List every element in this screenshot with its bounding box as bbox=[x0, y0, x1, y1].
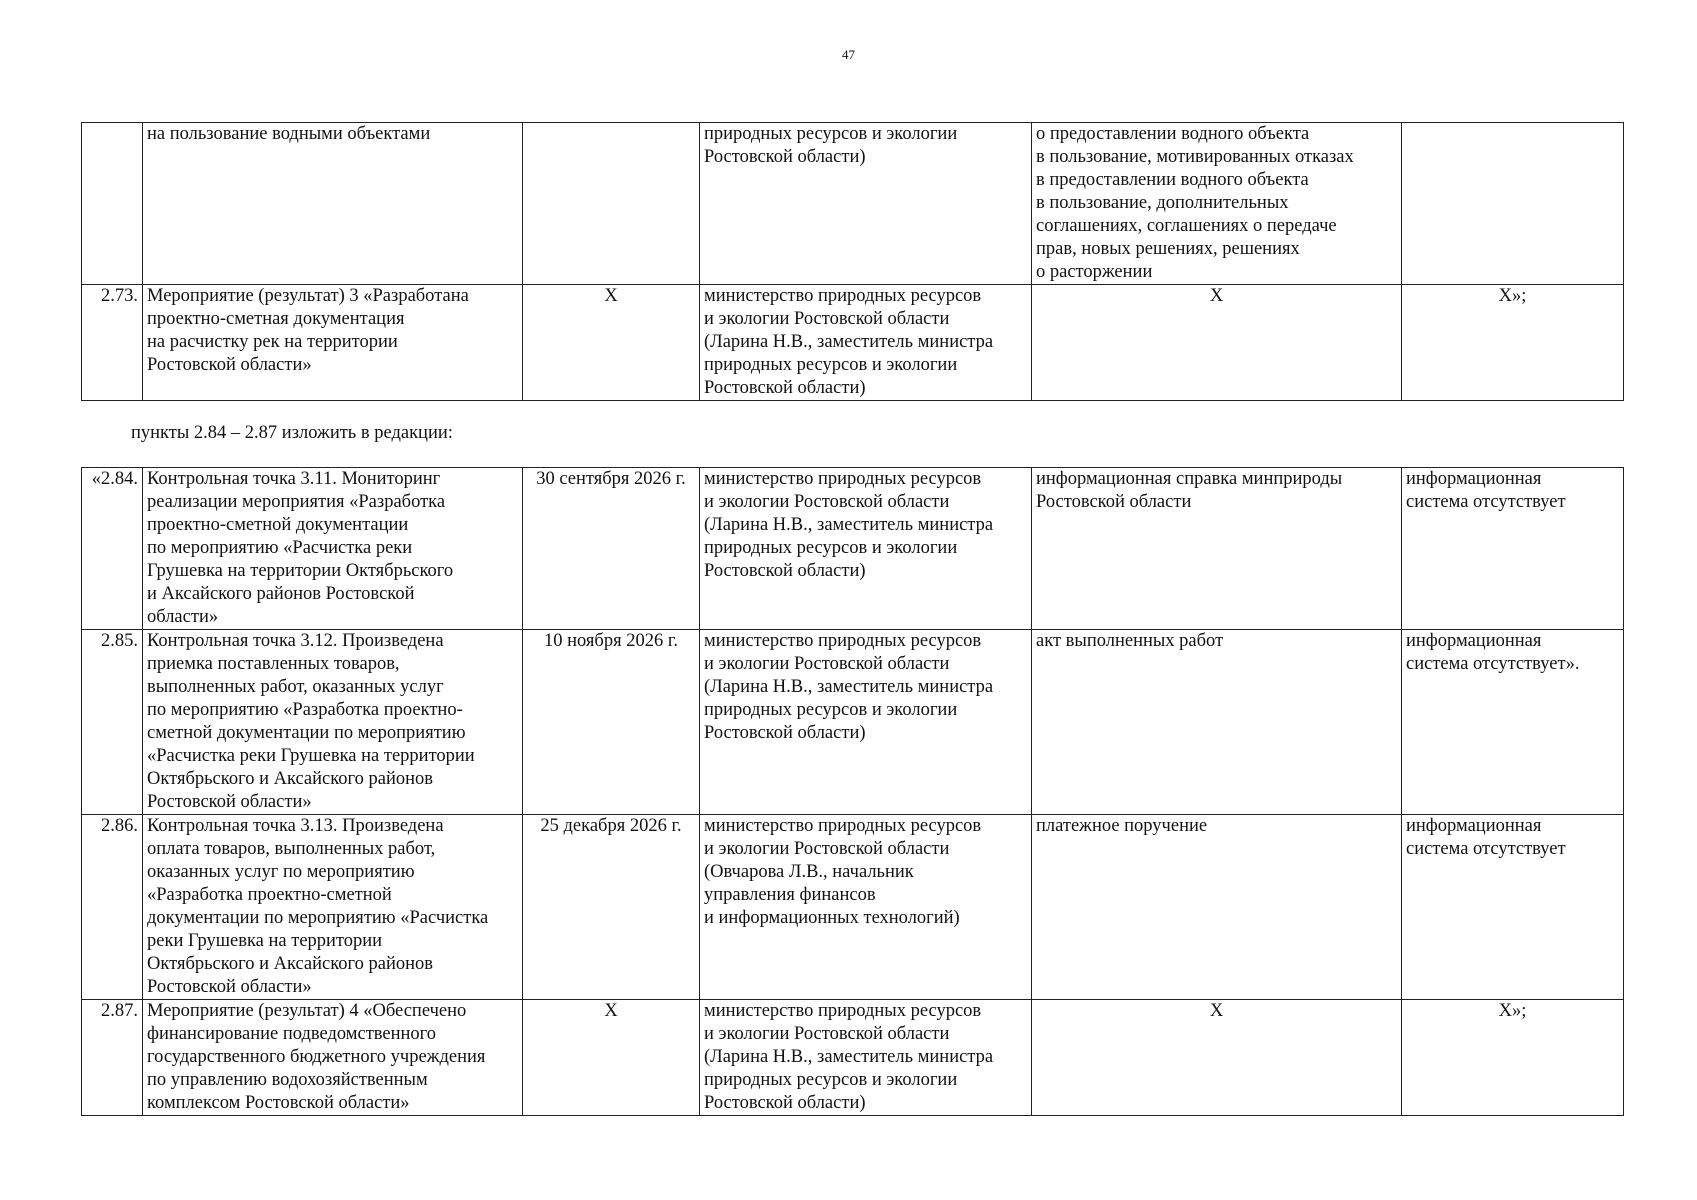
table-row bbox=[82, 285, 1624, 401]
row-number: 2.87. bbox=[82, 1000, 143, 1116]
deadline: 25 декабря 2026 г. bbox=[523, 815, 700, 1000]
information-system: X»; bbox=[1402, 1000, 1624, 1116]
page-number: 47 bbox=[842, 47, 855, 62]
responsible: министерство природных ресурсов и экологии Ростовской области (Ларина Н.В., заместитель министра природных ресурсов и экологии Ростовской области) bbox=[700, 468, 1032, 630]
confirming-document: акт выполненных работ bbox=[1032, 630, 1402, 815]
confirming-document: X bbox=[1032, 1000, 1402, 1116]
responsible: министерство природных ресурсов и экологии Ростовской области (Ларина Н.В., заместитель министра природных ресурсов и экологии Ростовской области) bbox=[700, 1000, 1032, 1116]
confirming-document: информационная справка минприроды Ростовской области bbox=[1032, 468, 1402, 630]
measure-name: Мероприятие (результат) 4 «Обеспечено финансирование подведомственного государственного бюджетного учреждения по управлению водохозяйственным комплексом Ростовской области» bbox=[143, 1000, 523, 1116]
table-row bbox=[82, 630, 1624, 815]
information-system: информационная система отсутствует». bbox=[1402, 630, 1624, 815]
confirming-document: о предоставлении водного объекта в пользование, мотивированных отказах в предоставлении водного объекта в пользование, дополнительных соглашениях, соглашениях о передаче прав, новых решениях, решениях о расторжении bbox=[1032, 123, 1402, 285]
measures-table-continued bbox=[81, 122, 1624, 401]
table-row bbox=[82, 123, 1624, 285]
measures-table-amended bbox=[81, 467, 1624, 1116]
row-number: 2.85. bbox=[82, 630, 143, 815]
measure-name: Контрольная точка 3.13. Произведена оплата товаров, выполненных работ, оказанных услуг по мероприятию «Разработка проектно-сметной документации по мероприятию «Расчистка реки Грушевка на территории Октябрьского и Аксайского районов Ростовской области» bbox=[143, 815, 523, 1000]
row-number: 2.73. bbox=[82, 285, 143, 401]
amendment-instruction: пункты 2.84 – 2.87 изложить в редакции: bbox=[131, 423, 453, 443]
row-number bbox=[82, 123, 143, 285]
confirming-document: платежное поручение bbox=[1032, 815, 1402, 1000]
table-row bbox=[82, 468, 1624, 630]
row-number: «2.84. bbox=[82, 468, 143, 630]
deadline: X bbox=[523, 285, 700, 401]
information-system bbox=[1402, 123, 1624, 285]
measure-name: Мероприятие (результат) 3 «Разработана проектно-сметная документация на расчистку рек на территории Ростовской области» bbox=[143, 285, 523, 401]
responsible: министерство природных ресурсов и экологии Ростовской области (Овчарова Л.В., начальник управления финансов и информационных технологий) bbox=[700, 815, 1032, 1000]
measure-name: на пользование водными объектами bbox=[143, 123, 523, 285]
information-system: информационная система отсутствует bbox=[1402, 815, 1624, 1000]
deadline: 10 ноября 2026 г. bbox=[523, 630, 700, 815]
information-system: информационная система отсутствует bbox=[1402, 468, 1624, 630]
deadline: 30 сентября 2026 г. bbox=[523, 468, 700, 630]
confirming-document: X bbox=[1032, 285, 1402, 401]
deadline bbox=[523, 123, 700, 285]
responsible: министерство природных ресурсов и экологии Ростовской области (Ларина Н.В., заместитель министра природных ресурсов и экологии Ростовской области) bbox=[700, 630, 1032, 815]
row-number: 2.86. bbox=[82, 815, 143, 1000]
responsible: природных ресурсов и экологии Ростовской области) bbox=[700, 123, 1032, 285]
information-system: X»; bbox=[1402, 285, 1624, 401]
measure-name: Контрольная точка 3.12. Произведена приемка поставленных товаров, выполненных работ, оказанных услуг по мероприятию «Разработка проектно- сметной документации по мероприятию «Расчистка реки Грушевка на территории Октябрьского и Аксайского районов Ростовской области» bbox=[143, 630, 523, 815]
table-row bbox=[82, 1000, 1624, 1116]
table-row bbox=[82, 815, 1624, 1000]
deadline: X bbox=[523, 1000, 700, 1116]
measure-name: Контрольная точка 3.11. Мониторинг реализации мероприятия «Разработка проектно-сметной документации по мероприятию «Расчистка реки Грушевка на территории Октябрьского и Аксайского районов Ростовской области» bbox=[143, 468, 523, 630]
responsible: министерство природных ресурсов и экологии Ростовской области (Ларина Н.В., заместитель министра природных ресурсов и экологии Ростовской области) bbox=[700, 285, 1032, 401]
